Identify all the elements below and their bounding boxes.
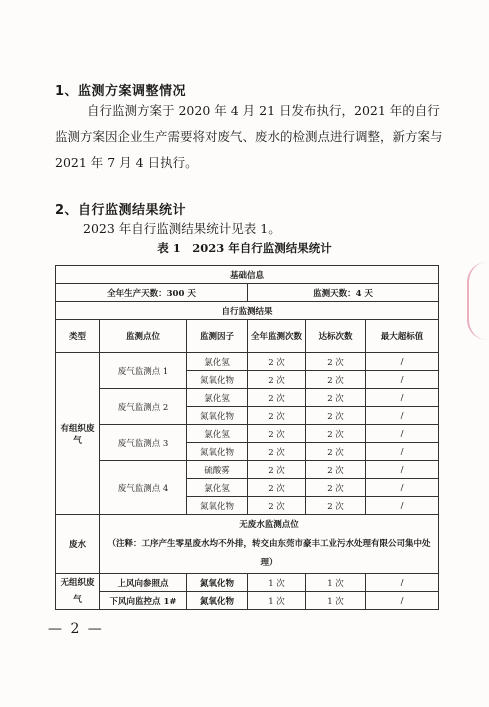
pass-cell: 2 次 bbox=[306, 443, 366, 461]
results-title: 自行监测结果 bbox=[56, 302, 439, 320]
factor-cell: 氮氧化物 bbox=[187, 443, 248, 461]
header-cell: 监测因子 bbox=[187, 320, 248, 353]
max-cell: / bbox=[366, 425, 439, 443]
table-row bbox=[56, 574, 439, 592]
type-cell: 无组织废气 bbox=[56, 574, 100, 610]
pass-cell: 1 次 bbox=[306, 592, 366, 610]
count-cell: 2 次 bbox=[248, 389, 306, 407]
max-cell: / bbox=[366, 574, 439, 592]
count-cell: 1 次 bbox=[248, 574, 306, 592]
count-cell: 2 次 bbox=[248, 461, 306, 479]
pass-cell: 2 次 bbox=[306, 461, 366, 479]
factor-cell: 氯化氢 bbox=[187, 389, 248, 407]
count-cell: 1 次 bbox=[248, 592, 306, 610]
table-row bbox=[56, 425, 439, 443]
max-cell: / bbox=[366, 497, 439, 515]
point-cell: 废气监测点 2 bbox=[100, 389, 187, 425]
factor-cell: 氯化氢 bbox=[187, 353, 248, 371]
basic-info-title: 基础信息 bbox=[56, 266, 439, 284]
production-days: 全年生产天数：300 天 bbox=[56, 284, 248, 302]
header-cell: 类型 bbox=[56, 320, 100, 353]
results-table bbox=[55, 265, 439, 610]
header-cell: 达标次数 bbox=[306, 320, 366, 353]
table-row bbox=[56, 353, 439, 371]
section1-body: 自行监测方案于 2020 年 4 月 21 日发布执行，2021 年的自行监测方案因企业生产需要将对废气、废水的检测点进行调整，新方案与 2021 年 7 月 4 日执行。 bbox=[55, 103, 443, 170]
max-cell: / bbox=[366, 407, 439, 425]
table-row bbox=[56, 302, 439, 320]
max-cell: / bbox=[366, 479, 439, 497]
table-row bbox=[56, 284, 439, 302]
factor-cell: 氮氧化物 bbox=[187, 574, 248, 592]
factor-cell: 氮氧化物 bbox=[187, 407, 248, 425]
wastewater-line2: （注释：工序产生零星废水均不外排，转交由东莞市豪丰工业污水处理有限公司集中处理） bbox=[107, 538, 431, 568]
count-cell: 2 次 bbox=[248, 407, 306, 425]
page-number: — 2 — bbox=[48, 621, 104, 637]
point-cell: 废气监测点 4 bbox=[100, 461, 187, 515]
count-cell: 2 次 bbox=[248, 497, 306, 515]
table-caption: 表 1 2023 年自行监测结果统计 bbox=[157, 241, 332, 255]
header-cell: 全年监测次数 bbox=[248, 320, 306, 353]
type-cell: 废水 bbox=[56, 515, 100, 574]
section2-body: 2023 年自行监测结果统计见表 1。 bbox=[83, 221, 281, 236]
seal-stamp bbox=[467, 262, 487, 340]
count-cell: 2 次 bbox=[248, 443, 306, 461]
factor-cell: 氮氧化物 bbox=[187, 592, 248, 610]
factor-cell: 氮氧化物 bbox=[187, 497, 248, 515]
wastewater-note-cell bbox=[100, 515, 439, 574]
count-cell: 2 次 bbox=[248, 479, 306, 497]
point-cell: 废气监测点 1 bbox=[100, 353, 187, 389]
factor-cell: 氯化氢 bbox=[187, 479, 248, 497]
pass-cell: 2 次 bbox=[306, 479, 366, 497]
point-cell: 废气监测点 3 bbox=[100, 425, 187, 461]
point-cell: 下风向监控点 1# bbox=[100, 592, 187, 610]
pass-cell: 2 次 bbox=[306, 389, 366, 407]
factor-cell: 氮氧化物 bbox=[187, 371, 248, 389]
max-cell: / bbox=[366, 443, 439, 461]
point-cell: 上风向参照点 bbox=[100, 574, 187, 592]
pass-cell: 2 次 bbox=[306, 425, 366, 443]
section2-heading: 2、自行监测结果统计 bbox=[55, 203, 187, 218]
max-cell: / bbox=[366, 592, 439, 610]
wastewater-line1: 无废水监测点位 bbox=[239, 519, 299, 530]
pass-cell: 2 次 bbox=[306, 371, 366, 389]
type-cell: 有组织废气 bbox=[56, 353, 100, 515]
max-cell: / bbox=[366, 353, 439, 371]
max-cell: / bbox=[366, 389, 439, 407]
pass-cell: 2 次 bbox=[306, 407, 366, 425]
pass-cell: 2 次 bbox=[306, 353, 366, 371]
header-cell: 监测点位 bbox=[100, 320, 187, 353]
pass-cell: 1 次 bbox=[306, 574, 366, 592]
count-cell: 2 次 bbox=[248, 425, 306, 443]
section1-heading: 1、监测方案调整情况 bbox=[55, 84, 187, 99]
factor-cell: 氯化氢 bbox=[187, 425, 248, 443]
monitoring-days: 监测天数：4 天 bbox=[248, 284, 439, 302]
max-cell: / bbox=[366, 371, 439, 389]
factor-cell: 硫酸雾 bbox=[187, 461, 248, 479]
count-cell: 2 次 bbox=[248, 371, 306, 389]
table-row bbox=[56, 389, 439, 407]
table-row bbox=[56, 461, 439, 479]
table-row bbox=[56, 515, 439, 574]
table-row bbox=[56, 592, 439, 610]
max-cell: / bbox=[366, 461, 439, 479]
pass-cell: 2 次 bbox=[306, 497, 366, 515]
count-cell: 2 次 bbox=[248, 353, 306, 371]
table-row bbox=[56, 266, 439, 284]
header-cell: 最大超标值 bbox=[366, 320, 439, 353]
table-header-row bbox=[56, 320, 439, 353]
